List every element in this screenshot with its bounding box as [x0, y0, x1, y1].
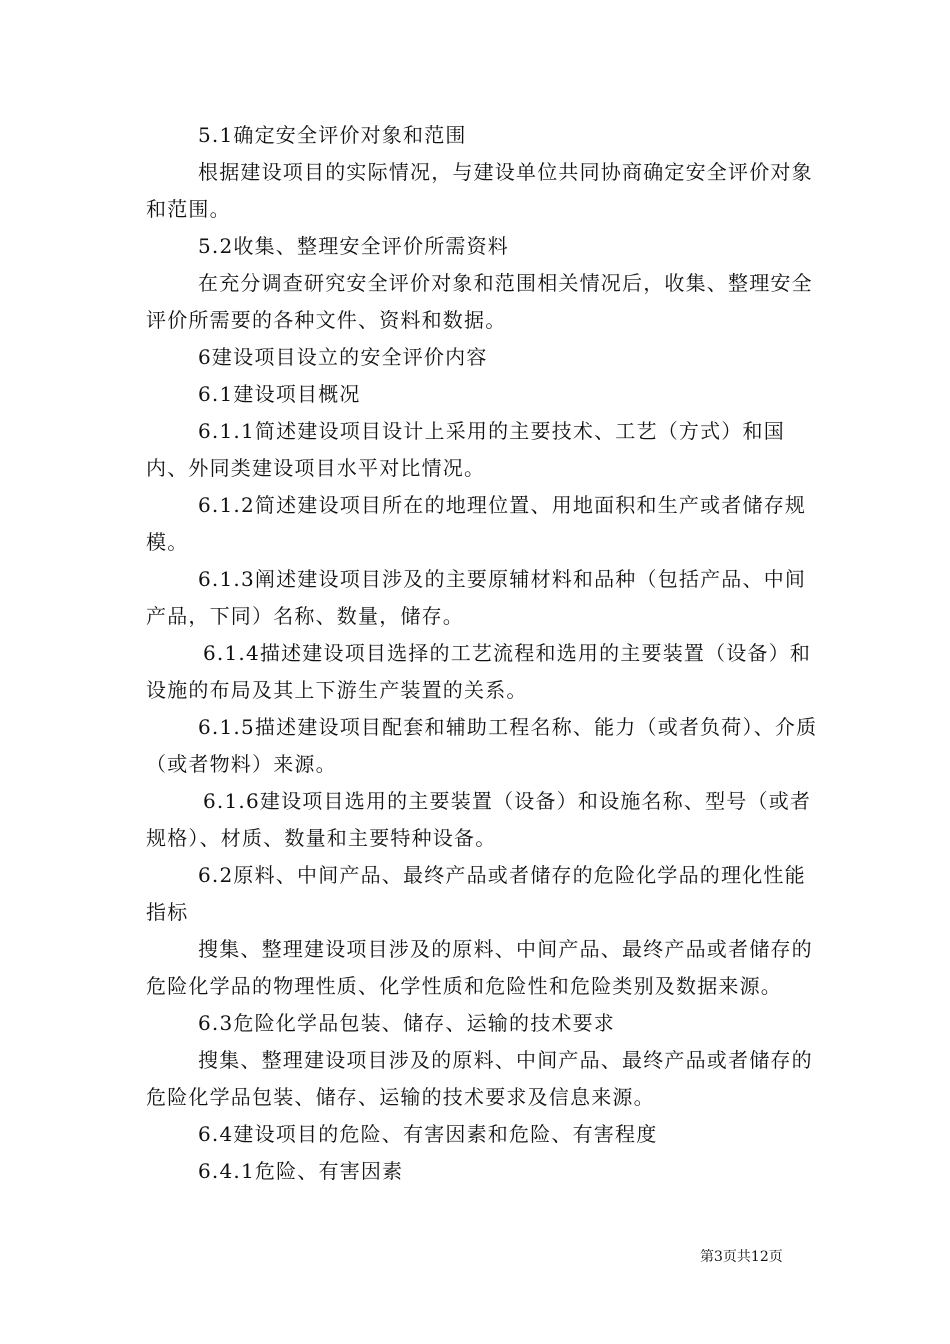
paragraph: 搜集、整理建设项目涉及的原料、中间产品、最终产品或者储存的危险化学品包装、储存、运输的技术要求及信息来源。	[146, 1048, 813, 1109]
page-number: 第3页共12页	[700, 1249, 783, 1265]
section-heading-6-2: 6.2原料、中间产品、最终产品或者储存的危险化学品的理化性能指标	[146, 863, 806, 924]
section-heading-5-1: 5.1确定安全评价对象和范围	[198, 123, 467, 147]
section-heading-6-3: 6.3危险化学品包装、储存、运输的技术要求	[198, 1011, 616, 1035]
section-heading-5-2: 5.2收集、整理安全评价所需资料	[198, 234, 510, 258]
paragraph: 6.1.2简述建设项目所在的地理位置、用地面积和生产或者储存规模。	[146, 493, 807, 554]
document-body	[146, 117, 826, 1190]
paragraph: 6.1.1简述建设项目设计上采用的主要技术、工艺（方式）和国内、外同类建设项目水平对比情况。	[146, 419, 785, 480]
section-heading-6: 6建设项目设立的安全评价内容	[198, 345, 488, 369]
paragraph: 6.1.4描述建设项目选择的工艺流程和选用的主要装置（设备）和设施的布局及其上下游生产装置的关系。	[146, 641, 812, 702]
paragraph: 6.1.6建设项目选用的主要装置（设备）和设施名称、型号（或者规格）、材质、数量和主要特种设备。	[146, 789, 812, 850]
section-heading-6-4-1: 6.4.1危险、有害因素	[198, 1159, 404, 1183]
section-heading-6-4: 6.4建设项目的危险、有害因素和危险、有害程度	[198, 1122, 658, 1146]
paragraph: 根据建设项目的实际情况，与建设单位共同协商确定安全评价对象和范围。	[146, 160, 813, 221]
paragraph: 6.1.3阐述建设项目涉及的主要原辅材料和品种（包括产品、中间产品，下同）名称、数量，储存。	[146, 567, 807, 628]
section-heading-6-1: 6.1建设项目概况	[198, 382, 361, 406]
paragraph: 搜集、整理建设项目涉及的原料、中间产品、最终产品或者储存的危险化学品的物理性质、化学性质和危险性和危险类别及数据来源。	[146, 937, 813, 998]
paragraph: 在充分调查研究安全评价对象和范围相关情况后，收集、整理安全评价所需要的各种文件、资料和数据。	[146, 271, 813, 332]
paragraph: 6.1.5描述建设项目配套和辅助工程名称、能力（或者负荷）、介质（或者物料）来源。	[146, 715, 818, 776]
